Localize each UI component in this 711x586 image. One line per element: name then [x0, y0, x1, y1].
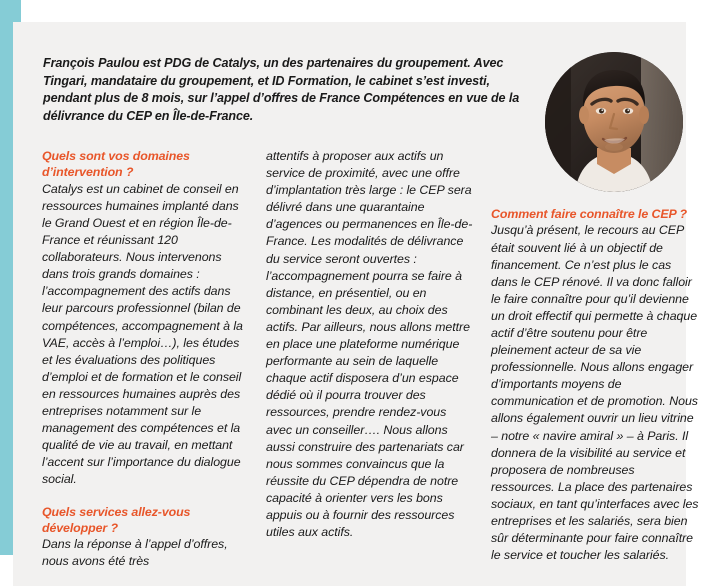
portrait-photo: [545, 52, 683, 192]
question-faire-connaitre-cep: Comment faire connaître le CEP ?: [491, 207, 688, 221]
question-domaines-intervention: Quels sont vos domaines d’intervention ?: [42, 149, 190, 180]
text-column-two: [266, 148, 473, 541]
article-standfirst: François Paulou est PDG de Catalys, un des partenaires du groupement. Avec Tingari, mandataire du groupement, et ID Formation, le cabinet s’est investi, pendant plus de 8 mois, sur l’appel d’offres de France Compétences en vue de la délivrance du CEP en Île-de-France.: [43, 56, 520, 123]
answer-faire-connaitre-cep: Jusqu’à présent, le recours au CEP était souvent lié à un objectif de financement. Ce n’est plus le cas dans le CEP rénové. Il va donc falloir le faire connaître pour qu’il devienne un droit effectif qui permette à chaque actif d’être soutenu pour être pleinement acteur de sa vie professionnelle. Nous allons engager d’importants moyens de communication et de promotion. Nous allons également ouvrir un lieu vitrine – notre « navire amiral » – à Paris. Il donnera de la visibilité au service et proposera de nombreuses ressources. La place des partenaires sociaux, en tant qu’interfaces avec les entreprises et les salariés, sera bien sûr déterminante pour faire connaître le service et toucher les salariés.: [491, 223, 699, 563]
answer-services-developper-part1: Dans la réponse à l’appel d’offres, nous avons été très: [42, 537, 228, 569]
answer-domaines-intervention: Catalys est un cabinet de conseil en ressources humaines implanté dans le Grand Ouest et en région Île-de-France et réunissant 120 collaborateurs. Nous intervenons dans trois grands domaines : l’accompagnement des actifs dans leur parcours professionnel (bilan de compétences, accompagnement à la VAE, accès à l’emploi…), les études et les évaluations des politiques d’emploi et de formation et le conseil en ressources humaines auprès des entreprises notamment sur le management des compétences et la qualité de vie au travail, en mettant l’accent sur l’importance du dialogue social.: [42, 181, 243, 487]
article-panel: [13, 22, 699, 586]
text-column-one: [42, 148, 247, 571]
question-services-developper: Quels services allez-vous développer ?: [42, 504, 191, 535]
answer-services-developper-part2: attentifs à proposer aux actifs un service de proximité, avec une offre d’implantation très large : le CEP sera délivré dans une quarantaine d’agences ou permanences en Île-de-France. Les modalités de délivrance du service seront ouvertes : l’accompagnement pourra se faire à distance, en présentiel, ou en combinant les deux, au choix des actifs. Par ailleurs, nous allons mettre en place une plateforme numérique performante au sein de laquelle chaque actif disposera d’un espace dédié où il pourra trouver des ressources, prendre rendez-vous avec un conseiller…. Nous allons aussi construire des partenariats car nous sommes convaincus que la réussite du CEP dépendra de notre capacité à orienter vers les bons appuis ou à fournir des ressources utiles aux actifs.: [266, 149, 473, 540]
column-spacer: [42, 489, 247, 504]
text-column-three: [491, 206, 699, 564]
